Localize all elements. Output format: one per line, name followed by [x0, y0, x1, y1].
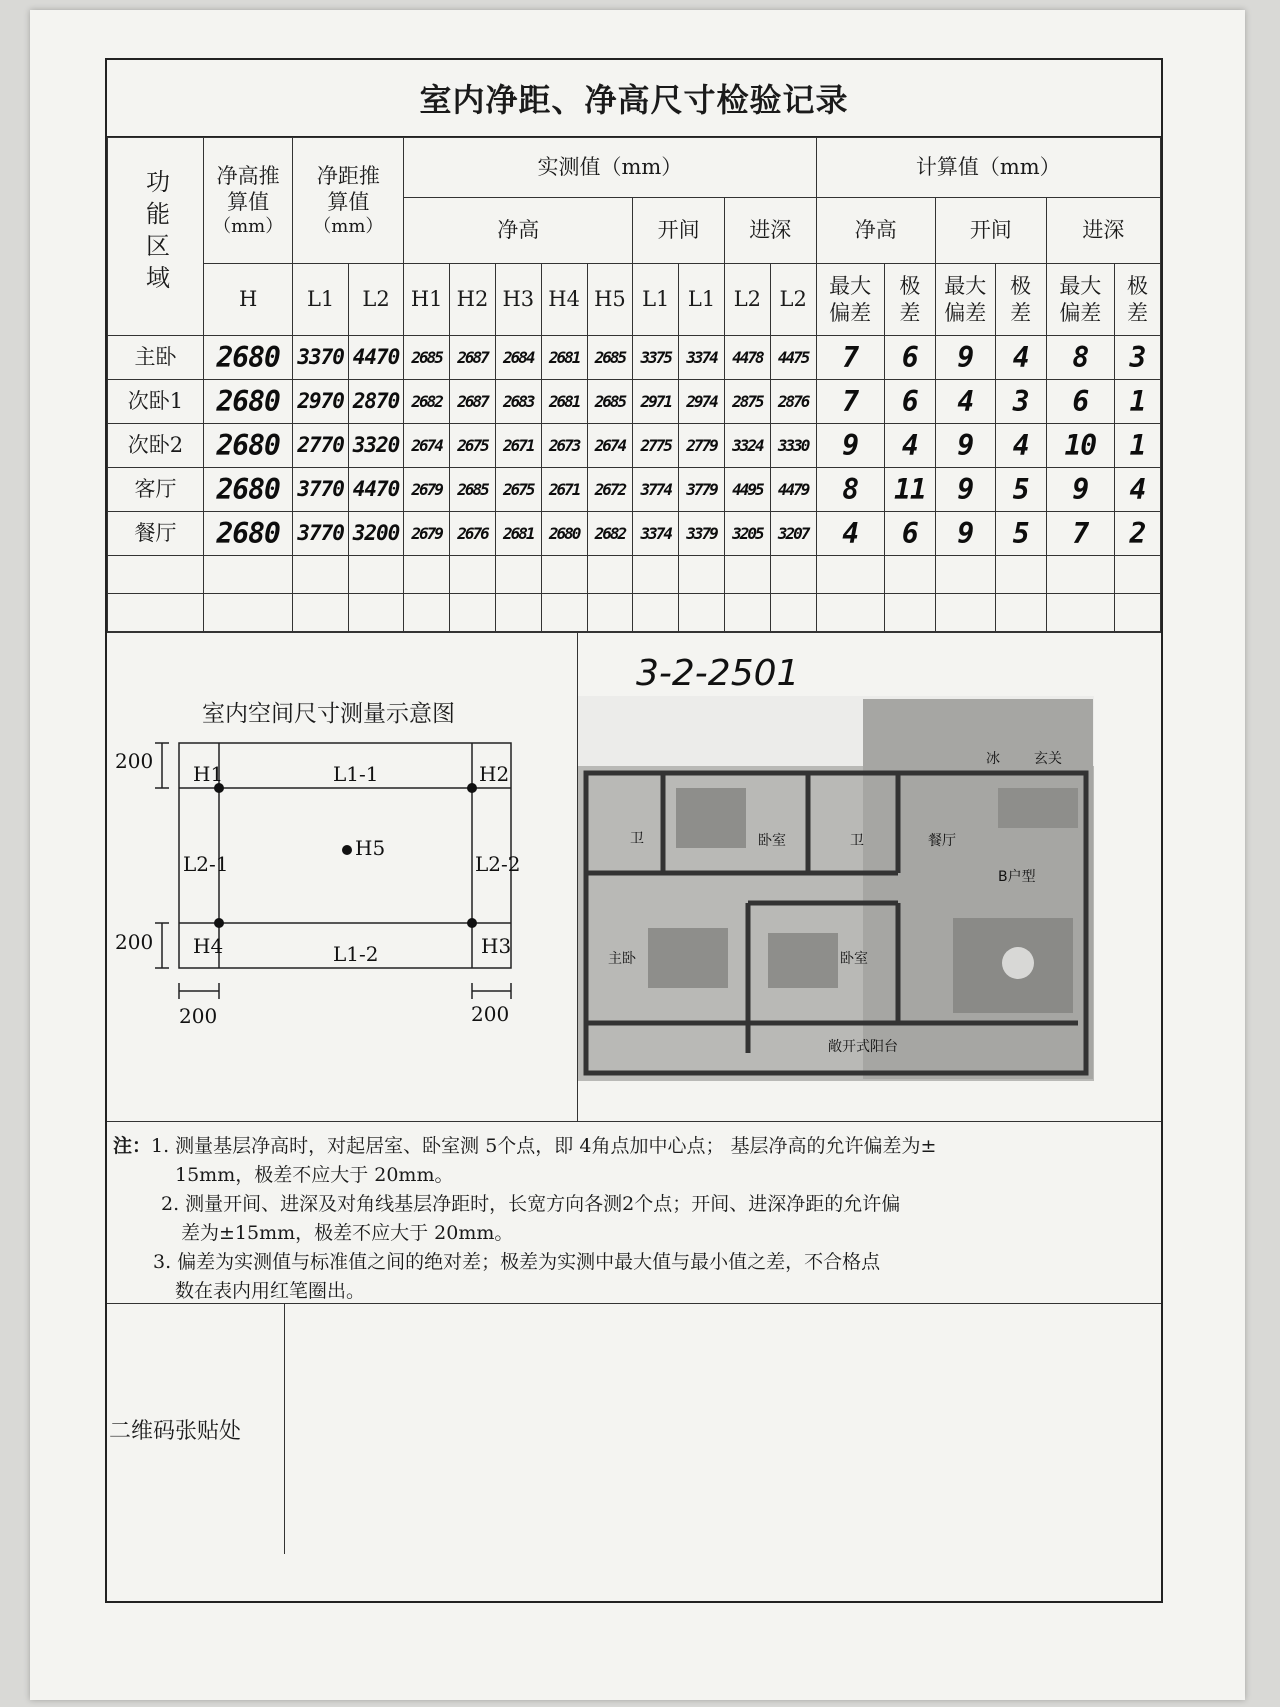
- empty-cell: [679, 556, 725, 594]
- l1-estimate: 3770: [293, 468, 348, 512]
- calculated-value: 3: [1114, 336, 1160, 380]
- sub-header: H3: [495, 264, 541, 336]
- l1-estimate: 2770: [293, 424, 348, 468]
- calculated-value: 9: [816, 424, 884, 468]
- sub-header: L1: [293, 264, 348, 336]
- diagram-title: 室内空间尺寸测量示意图: [202, 701, 455, 727]
- sub-header: 极 差: [884, 264, 935, 336]
- area-name: 次卧2: [108, 424, 204, 468]
- measured-value: 4478: [724, 336, 770, 380]
- measured-value: 2685: [450, 468, 496, 512]
- empty-cell: [1114, 594, 1160, 632]
- l2-estimate: 3320: [348, 424, 403, 468]
- area-name: 客厅: [108, 468, 204, 512]
- measured-value: 2671: [541, 468, 587, 512]
- calculated-value: 4: [995, 336, 1046, 380]
- room-label: 卧室: [840, 951, 868, 967]
- empty-cell: [348, 556, 403, 594]
- h-estimate: 2680: [203, 512, 293, 556]
- calculated-value: 9: [935, 336, 995, 380]
- sub-header: L2: [770, 264, 816, 336]
- measured-value: 3379: [679, 512, 725, 556]
- point-h4: [214, 918, 224, 928]
- measured-value: 2672: [587, 468, 633, 512]
- diagram-svg: [107, 633, 577, 1121]
- floor-plan-panel: [578, 633, 1161, 1121]
- room-label: 玄关: [1034, 751, 1062, 767]
- label-h2: H2: [479, 762, 510, 786]
- empty-cell: [587, 594, 633, 632]
- calculated-value: 4: [935, 380, 995, 424]
- label-h1: H1: [193, 762, 224, 786]
- calculated-value: 8: [1046, 336, 1114, 380]
- calculated-value: 6: [884, 336, 935, 380]
- empty-cell: [203, 556, 293, 594]
- measured-bay-header: 开间: [633, 198, 725, 264]
- measurement-diagram: [107, 633, 578, 1121]
- empty-cell: [293, 594, 348, 632]
- measured-value: 2674: [587, 424, 633, 468]
- measured-value: 2681: [495, 512, 541, 556]
- sub-header: 最大 偏差: [1046, 264, 1114, 336]
- empty-cell: [404, 556, 450, 594]
- measured-value: 4475: [770, 336, 816, 380]
- table-row: [108, 512, 1161, 556]
- measured-value: 2681: [541, 336, 587, 380]
- label-l22: L2-2: [475, 852, 521, 876]
- measured-value: 2682: [587, 512, 633, 556]
- calculated-value: 6: [884, 512, 935, 556]
- calculated-value: 9: [935, 468, 995, 512]
- sub-header: 极 差: [1114, 264, 1160, 336]
- empty-cell: [293, 556, 348, 594]
- l1-estimate: 2970: [293, 380, 348, 424]
- h-estimate: 2680: [203, 468, 293, 512]
- measured-value: 2687: [450, 380, 496, 424]
- table-icon: [1002, 947, 1034, 979]
- measured-value: 2687: [450, 336, 496, 380]
- point-h5: [342, 845, 352, 855]
- measured-value: 2675: [450, 424, 496, 468]
- calculated-value: 9: [935, 424, 995, 468]
- empty-row: [108, 556, 1161, 594]
- room-label: B户型: [998, 869, 1036, 885]
- empty-cell: [816, 556, 884, 594]
- empty-cell: [816, 594, 884, 632]
- empty-cell: [450, 556, 496, 594]
- sub-header: H: [203, 264, 293, 336]
- measured-value: 2679: [404, 512, 450, 556]
- measured-depth-header: 进深: [724, 198, 816, 264]
- note-text: 2. 测量开间、进深及对角线基层净距时，长宽方向各测2个点；开间、进深净距的允许偏: [161, 1193, 901, 1215]
- calculated-value: 4: [884, 424, 935, 468]
- measured-value: 2685: [404, 336, 450, 380]
- measured-value: 2682: [404, 380, 450, 424]
- dining-table-icon: [998, 788, 1078, 828]
- table-row: [108, 380, 1161, 424]
- dim-label: 200: [115, 749, 154, 773]
- area-header: 功能区域: [108, 138, 204, 336]
- sub-header: H1: [404, 264, 450, 336]
- measured-value: 2971: [633, 380, 679, 424]
- note-text: 1. 测量基层净高时，对起居室、卧室测 5个点，即 4角点加中心点； 基层净高的允许偏差为±: [151, 1135, 937, 1157]
- room-label: 卧室: [758, 833, 786, 849]
- area-name: 主卧: [108, 336, 204, 380]
- point-h3: [467, 918, 477, 928]
- l-est-header: 净距推 算值 （mm）: [293, 138, 404, 264]
- note-text: 差为±15mm，极差不应大于 20mm。: [181, 1222, 514, 1244]
- measured-value: 2679: [404, 468, 450, 512]
- sub-header: L1: [633, 264, 679, 336]
- empty-cell: [495, 556, 541, 594]
- calculated-value: 4: [995, 424, 1046, 468]
- calculated-value: 9: [935, 512, 995, 556]
- measured-value: 2685: [587, 380, 633, 424]
- h-estimate: 2680: [203, 336, 293, 380]
- empty-cell: [995, 556, 1046, 594]
- measured-height-header: 净高: [404, 198, 633, 264]
- calculated-value: 10: [1046, 424, 1114, 468]
- label-l11: L1-1: [333, 762, 379, 786]
- calculated-value: 6: [1046, 380, 1114, 424]
- calculated-value: 9: [1046, 468, 1114, 512]
- measured-value: 3774: [633, 468, 679, 512]
- measured-value: 3374: [679, 336, 725, 380]
- l1-estimate: 3770: [293, 512, 348, 556]
- bed-icon: [768, 933, 838, 988]
- sub-header: H2: [450, 264, 496, 336]
- note-text: 3. 偏差为实测值与标准值之间的绝对差；极差为实测中最大值与最小值之差，不合格点: [153, 1251, 881, 1273]
- room-label: 冰: [986, 751, 1000, 767]
- table-row: [108, 468, 1161, 512]
- measured-value: 2685: [587, 336, 633, 380]
- point-h2: [467, 783, 477, 793]
- empty-cell: [1046, 594, 1114, 632]
- empty-cell: [935, 594, 995, 632]
- area-name: 次卧1: [108, 380, 204, 424]
- empty-cell: [404, 594, 450, 632]
- empty-cell: [995, 594, 1046, 632]
- calculated-value: 7: [1046, 512, 1114, 556]
- measured-value: 2683: [495, 380, 541, 424]
- measured-value: 2779: [679, 424, 725, 468]
- measured-value: 2684: [495, 336, 541, 380]
- empty-cell: [884, 594, 935, 632]
- empty-cell: [587, 556, 633, 594]
- calculated-header: 计算值（mm）: [816, 138, 1160, 198]
- empty-cell: [770, 594, 816, 632]
- bed-icon: [648, 928, 728, 988]
- measured-value: 3779: [679, 468, 725, 512]
- h-estimate: 2680: [203, 380, 293, 424]
- label-h5: H5: [355, 836, 386, 860]
- room-label: 主卧: [608, 951, 636, 967]
- notes-section: [107, 1121, 1161, 1303]
- calculated-value: 5: [995, 512, 1046, 556]
- empty-cell: [541, 594, 587, 632]
- label-h3: H3: [481, 934, 512, 958]
- label-h4: H4: [193, 934, 224, 958]
- note-text: 15mm，极差不应大于 20mm。: [175, 1164, 454, 1186]
- calculated-value: 8: [816, 468, 884, 512]
- h-estimate: 2680: [203, 424, 293, 468]
- sub-header: L2: [348, 264, 403, 336]
- h-est-header: 净高推 算值 （mm）: [203, 138, 293, 264]
- calc-bay-header: 开间: [935, 198, 1046, 264]
- qr-label: 二维码张贴处: [107, 1304, 285, 1554]
- measured-value: 2775: [633, 424, 679, 468]
- sub-header: H4: [541, 264, 587, 336]
- calculated-value: 1: [1114, 380, 1160, 424]
- calculated-value: 6: [884, 380, 935, 424]
- measured-value: 2680: [541, 512, 587, 556]
- measured-value: 2675: [495, 468, 541, 512]
- sub-header: 极 差: [995, 264, 1046, 336]
- empty-cell: [633, 556, 679, 594]
- calculated-value: 1: [1114, 424, 1160, 468]
- calc-height-header: 净高: [816, 198, 935, 264]
- lower-section: [107, 632, 1161, 1121]
- floor-plan-image: [578, 633, 1094, 1121]
- empty-cell: [1114, 556, 1160, 594]
- empty-cell: [541, 556, 587, 594]
- room-label: 卫: [630, 831, 644, 847]
- calc-depth-header: 进深: [1046, 198, 1160, 264]
- empty-cell: [935, 556, 995, 594]
- measured-value: 3205: [724, 512, 770, 556]
- label-l12: L1-2: [333, 942, 379, 966]
- empty-cell: [348, 594, 403, 632]
- empty-cell: [203, 594, 293, 632]
- measured-value: 3374: [633, 512, 679, 556]
- measured-value: 2875: [724, 380, 770, 424]
- inspection-form: [105, 58, 1163, 1603]
- qr-section: [107, 1303, 1161, 1554]
- room-label: 餐厅: [928, 833, 956, 849]
- sub-header: L1: [679, 264, 725, 336]
- calculated-value: 2: [1114, 512, 1160, 556]
- label-l21: L2-1: [183, 852, 229, 876]
- measured-value: 2876: [770, 380, 816, 424]
- empty-cell: [679, 594, 725, 632]
- measured-value: 2671: [495, 424, 541, 468]
- area-name: 餐厅: [108, 512, 204, 556]
- l2-estimate: 2870: [348, 380, 403, 424]
- room-label: 敞开式阳台: [828, 1039, 898, 1055]
- calculated-value: 7: [816, 380, 884, 424]
- empty-cell: [724, 556, 770, 594]
- measurement-table: [107, 137, 1161, 632]
- empty-cell: [450, 594, 496, 632]
- measured-header: 实测值（mm）: [404, 138, 816, 198]
- calculated-value: 4: [1114, 468, 1160, 512]
- l1-estimate: 3370: [293, 336, 348, 380]
- measured-value: 3207: [770, 512, 816, 556]
- note-text: 数在表内用红笔圈出。: [175, 1280, 366, 1302]
- empty-cell: [724, 594, 770, 632]
- table-row: [108, 336, 1161, 380]
- form-title: 室内净距、净高尺寸检验记录: [107, 60, 1161, 137]
- measured-value: 2681: [541, 380, 587, 424]
- measured-value: 3375: [633, 336, 679, 380]
- l2-estimate: 3200: [348, 512, 403, 556]
- qr-area: [285, 1304, 1161, 1554]
- notes-label: 注：: [113, 1135, 152, 1157]
- measured-value: 4495: [724, 468, 770, 512]
- sub-header: L2: [724, 264, 770, 336]
- sub-header: 最大 偏差: [816, 264, 884, 336]
- dim-label: 200: [179, 1004, 218, 1028]
- empty-cell: [770, 556, 816, 594]
- calculated-value: 4: [816, 512, 884, 556]
- empty-cell: [1046, 556, 1114, 594]
- calculated-value: 7: [816, 336, 884, 380]
- empty-cell: [495, 594, 541, 632]
- empty-cell: [884, 556, 935, 594]
- calculated-value: 5: [995, 468, 1046, 512]
- measured-value: 2674: [404, 424, 450, 468]
- measured-value: 2974: [679, 380, 725, 424]
- measured-value: 2676: [450, 512, 496, 556]
- bed-icon: [676, 788, 746, 848]
- empty-cell: [108, 556, 204, 594]
- empty-row: [108, 594, 1161, 632]
- empty-cell: [633, 594, 679, 632]
- dim-label: 200: [115, 930, 154, 954]
- measured-value: 3324: [724, 424, 770, 468]
- empty-cell: [108, 594, 204, 632]
- sub-header: 最大 偏差: [935, 264, 995, 336]
- table-row: [108, 424, 1161, 468]
- l2-estimate: 4470: [348, 336, 403, 380]
- calculated-value: 11: [884, 468, 935, 512]
- calculated-value: 3: [995, 380, 1046, 424]
- sub-header: H5: [587, 264, 633, 336]
- l2-estimate: 4470: [348, 468, 403, 512]
- measured-value: 3330: [770, 424, 816, 468]
- measured-value: 2673: [541, 424, 587, 468]
- measured-value: 4479: [770, 468, 816, 512]
- dim-label: 200: [471, 1002, 510, 1026]
- unit-number: 3-2-2501: [636, 653, 800, 694]
- room-label: 卫: [850, 833, 864, 849]
